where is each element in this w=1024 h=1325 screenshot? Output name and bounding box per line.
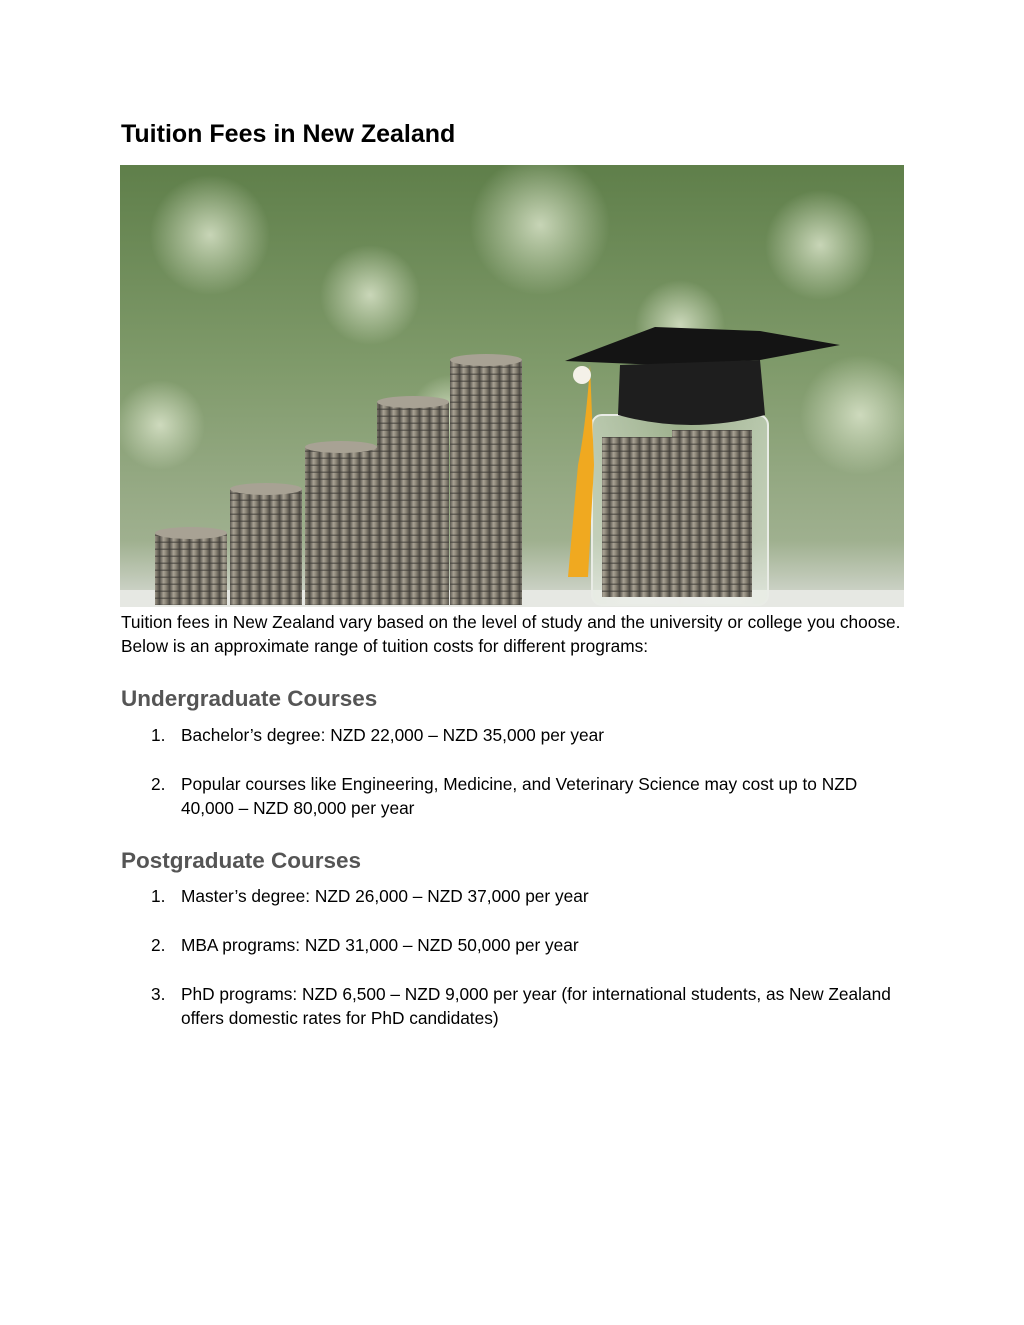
undergraduate-heading: Undergraduate Courses: [121, 686, 378, 711]
hero-image-coins-graduation-cap: [120, 165, 904, 607]
list-item: 2. Popular courses like Engineering, Medicine, and Veterinary Science may cost up to NZD 40,000 – NZD 80,000 per year: [151, 774, 858, 818]
list-item: 2. MBA programs: NZD 31,000 – NZD 50,000 per year: [151, 935, 579, 955]
glass-jar: [592, 415, 768, 605]
undergraduate-list: [121, 723, 911, 845]
page-title: Tuition Fees in New Zealand: [121, 120, 456, 148]
list-item: 1. Bachelor’s degree: NZD 22,000 – NZD 35,000 per year: [151, 725, 604, 745]
list-item: 3. PhD programs: NZD 6,500 – NZD 9,000 per year (for international students, as New Zealand offers domestic rates for PhD candidates): [151, 984, 891, 1028]
postgraduate-heading: Postgraduate Courses: [121, 848, 362, 873]
postgraduate-list: [121, 884, 911, 1055]
list-item: 1. Master’s degree: NZD 26,000 – NZD 37,000 per year: [151, 886, 589, 906]
intro-paragraph: Tuition fees in New Zealand vary based on the level of study and the university or college you choose. Below is an approximate range of tuition costs for different programs:: [121, 612, 901, 656]
